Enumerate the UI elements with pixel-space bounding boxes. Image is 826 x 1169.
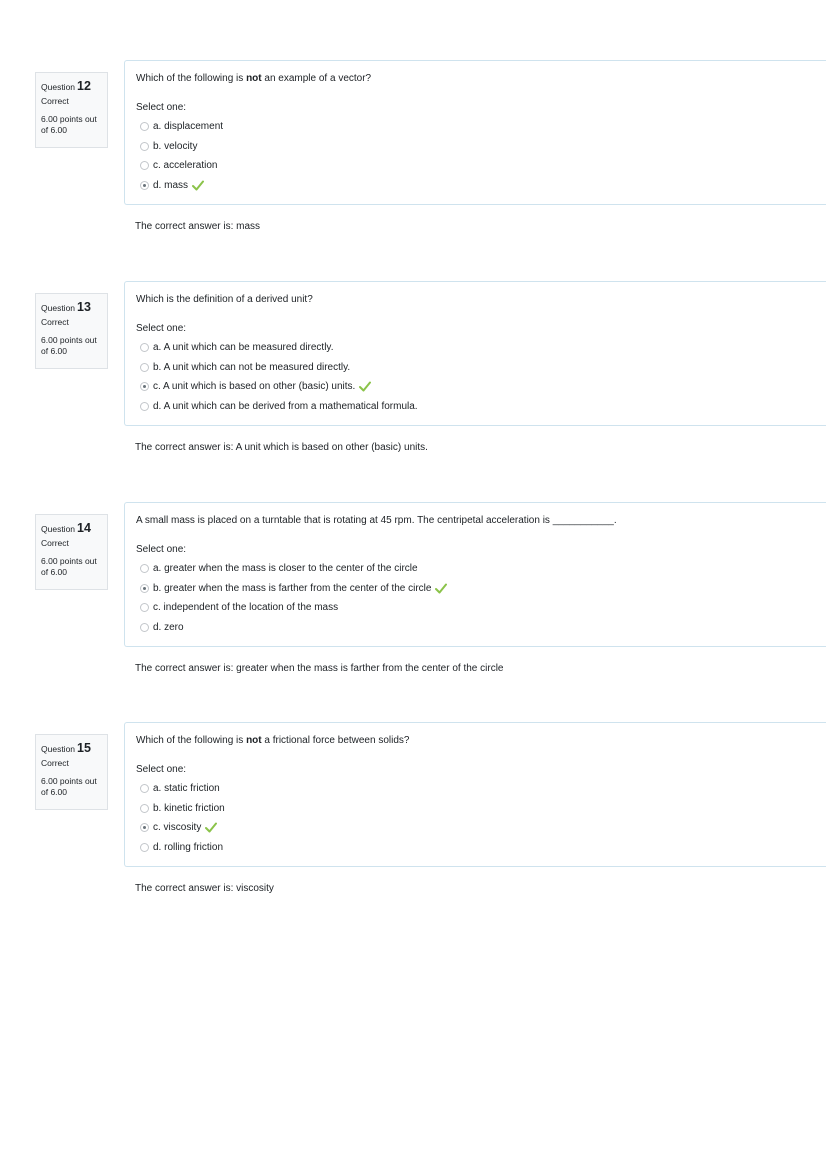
answer-label: b. velocity [153, 140, 198, 152]
question-grade: 6.00 points out of 6.00 [41, 114, 97, 136]
answer-radio[interactable] [140, 402, 149, 411]
question-grade: 6.00 points out of 6.00 [41, 776, 97, 798]
answer-option[interactable] [140, 156, 223, 176]
answer-label: c. viscosity [153, 822, 202, 834]
answer-label: a. greater when the mass is closer to the center of the circle [153, 563, 418, 575]
answer-radio[interactable] [140, 623, 149, 632]
answer-label: c. independent of the location of the mass [153, 602, 339, 614]
answer-radio[interactable] [140, 603, 149, 612]
answer-option[interactable] [140, 598, 447, 618]
answer-label: c. A unit which is based on other (basic) units. [153, 381, 356, 393]
select-one-prompt: Select one: [136, 764, 187, 775]
question-state: Correct [41, 96, 69, 107]
answer-option[interactable] [140, 397, 418, 417]
answer-option[interactable] [140, 377, 418, 397]
correct-check-icon [359, 381, 371, 392]
select-one-prompt: Select one: [136, 323, 187, 334]
correct-check-icon [192, 180, 204, 191]
answer-option[interactable] [140, 358, 418, 378]
answer-option[interactable] [140, 559, 447, 579]
question-text-part: Which of the following is [136, 735, 247, 746]
question-text-part: A small mass is placed on a turntable that is rotating at 45 rpm. The centripetal acceleration is ___________. [136, 515, 617, 526]
answer-label: a. static friction [153, 783, 220, 795]
answer-radio[interactable] [140, 584, 149, 593]
question-number-prefix: Question [41, 82, 76, 92]
question-text [136, 515, 617, 526]
answer-option[interactable] [140, 117, 223, 137]
select-one-prompt: Select one: [136, 544, 187, 555]
answer-option[interactable] [140, 176, 223, 196]
answer-label: b. kinetic friction [153, 802, 225, 814]
correct-answer-feedback: The correct answer is: mass [135, 221, 261, 232]
answer-radio[interactable] [140, 784, 149, 793]
answer-radio[interactable] [140, 363, 149, 372]
question-number: 12 [77, 79, 91, 93]
question-number: 15 [77, 741, 91, 755]
answer-label: b. A unit which can not be measured directly. [153, 361, 351, 373]
answer-label: a. displacement [153, 121, 224, 133]
question-info [35, 734, 108, 810]
question-text [136, 294, 313, 305]
question-text-part: an example of a vector? [261, 73, 372, 84]
answer-radio[interactable] [140, 343, 149, 352]
question-state: Correct [41, 538, 69, 549]
answer-radio[interactable] [140, 122, 149, 131]
question-number-line [41, 299, 107, 315]
question-text-part: Which of the following is [136, 73, 247, 84]
question-info [35, 293, 108, 369]
answer-list [140, 117, 223, 195]
select-one-prompt: Select one: [136, 102, 187, 113]
question-number-prefix: Question [41, 303, 76, 313]
question-text-part: Which is the definition of a derived unit? [136, 294, 313, 305]
answer-option[interactable] [140, 818, 225, 838]
answer-option[interactable] [140, 838, 225, 858]
question-number: 13 [77, 300, 91, 314]
answer-option[interactable] [140, 779, 225, 799]
correct-answer-feedback: The correct answer is: A unit which is based on other (basic) units. [135, 442, 428, 453]
answer-option[interactable] [140, 579, 447, 599]
answer-radio[interactable] [140, 564, 149, 573]
question-content [124, 502, 826, 647]
correct-check-icon [205, 822, 217, 833]
question-number-line [41, 78, 107, 94]
answer-label: b. greater when the mass is farther from the center of the circle [153, 582, 432, 594]
question-content [124, 722, 826, 867]
answer-label: c. acceleration [153, 160, 218, 172]
answer-label: d. A unit which can be derived from a mathematical formula. [153, 400, 418, 412]
question-text-emphasis: not [246, 73, 262, 84]
question-number: 14 [77, 521, 91, 535]
question-content [124, 60, 826, 205]
answer-list [140, 779, 225, 857]
question-info [35, 72, 108, 148]
question-content [124, 281, 826, 426]
question-number-line [41, 740, 107, 756]
correct-answer-feedback: The correct answer is: greater when the mass is farther from the center of the circle [135, 663, 504, 674]
answer-radio[interactable] [140, 823, 149, 832]
question-state: Correct [41, 758, 69, 769]
question-text-emphasis: not [246, 735, 262, 746]
question-text-part: a frictional force between solids? [261, 735, 410, 746]
question-grade: 6.00 points out of 6.00 [41, 556, 97, 578]
correct-answer-feedback: The correct answer is: viscosity [135, 883, 274, 894]
question-text [136, 735, 409, 746]
answer-radio[interactable] [140, 382, 149, 391]
answer-label: d. zero [153, 621, 184, 633]
answer-radio[interactable] [140, 843, 149, 852]
answer-option[interactable] [140, 618, 447, 638]
answer-radio[interactable] [140, 804, 149, 813]
answer-option[interactable] [140, 137, 223, 157]
answer-radio[interactable] [140, 142, 149, 151]
question-info [35, 514, 108, 590]
question-grade: 6.00 points out of 6.00 [41, 335, 97, 357]
answer-option[interactable] [140, 799, 225, 819]
answer-radio[interactable] [140, 161, 149, 170]
question-number-prefix: Question [41, 524, 76, 534]
question-number-line [41, 520, 107, 536]
answer-label: a. A unit which can be measured directly. [153, 342, 334, 354]
answer-option[interactable] [140, 338, 418, 358]
answer-radio[interactable] [140, 181, 149, 190]
answer-list [140, 559, 447, 637]
answer-label: d. rolling friction [153, 841, 224, 853]
question-text [136, 73, 371, 84]
correct-check-icon [435, 583, 447, 594]
answer-label: d. mass [153, 179, 189, 191]
question-number-prefix: Question [41, 744, 76, 754]
question-state: Correct [41, 317, 69, 328]
answer-list [140, 338, 418, 416]
